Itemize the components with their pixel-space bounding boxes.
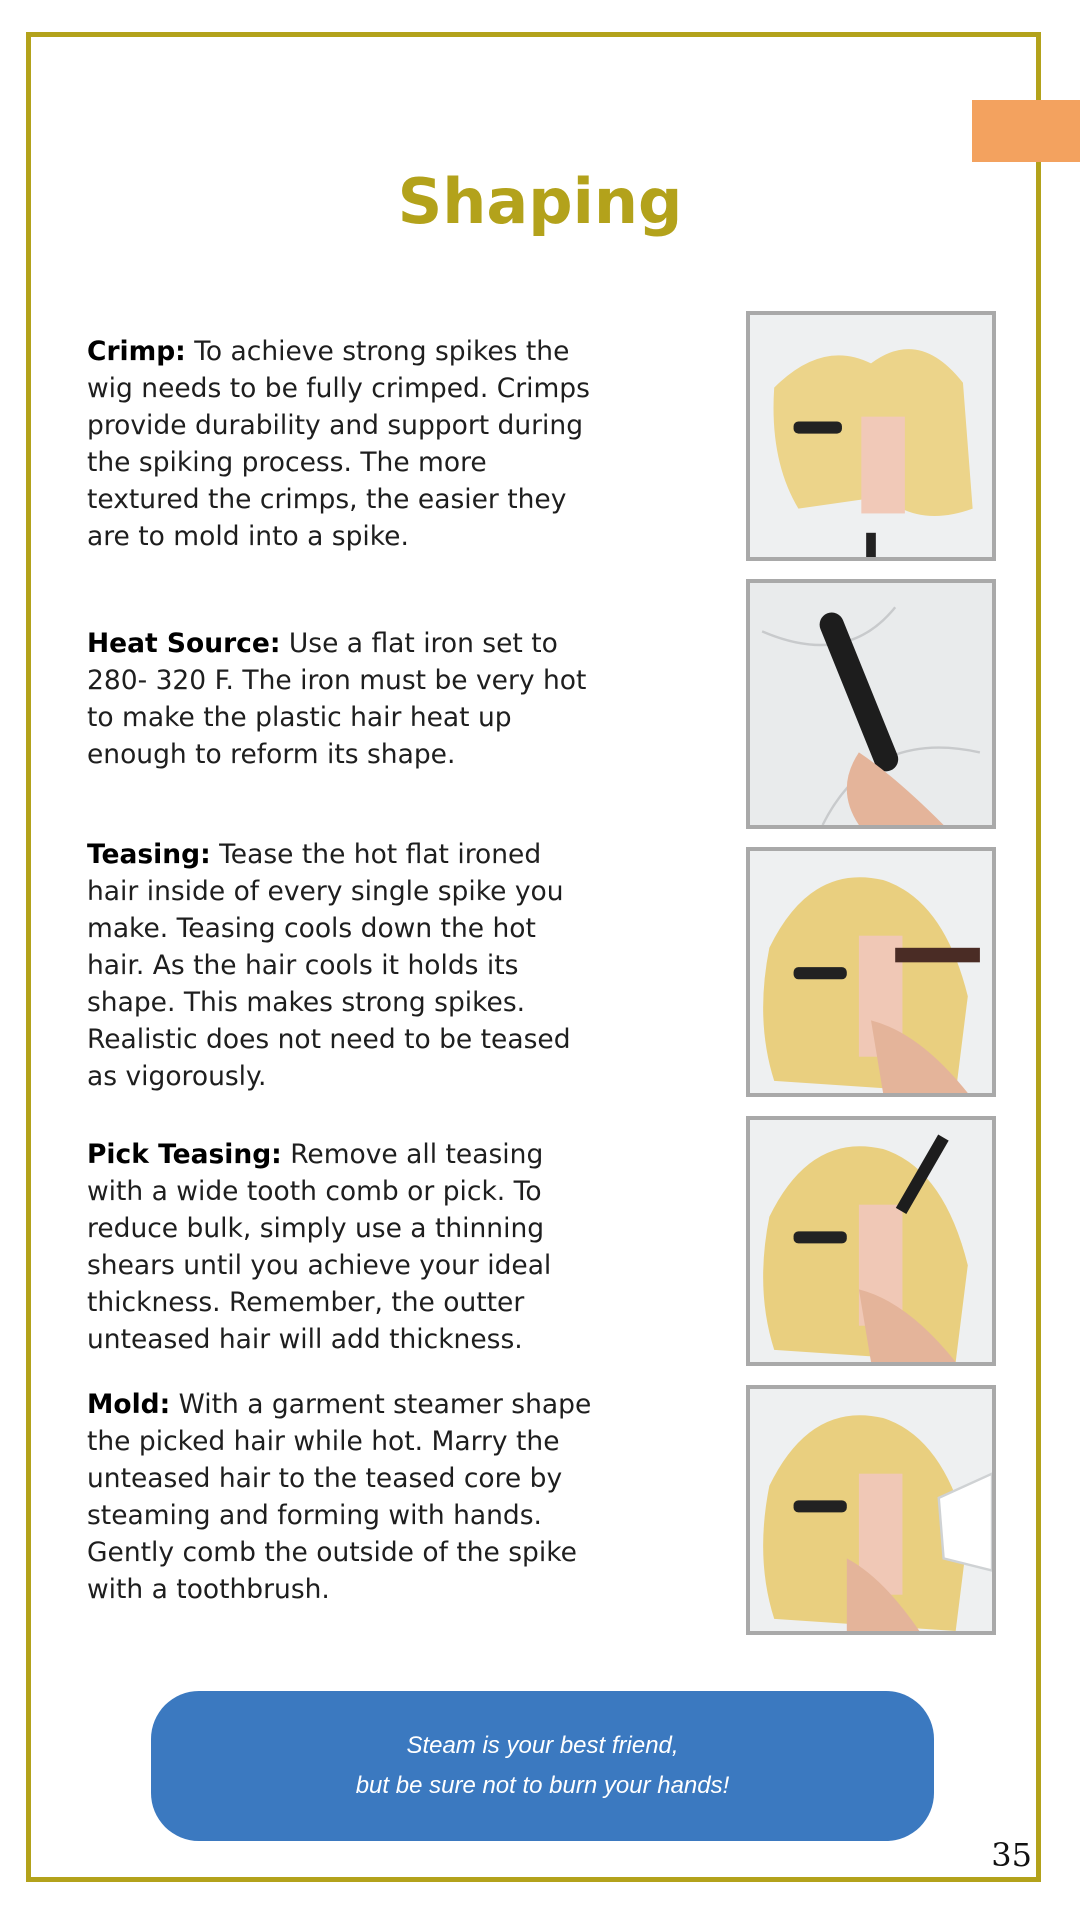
steam-tip-callout: [151, 1691, 934, 1841]
section-term: Mold:: [87, 1389, 171, 1420]
orange-page-tab: [972, 100, 1080, 162]
section-mold: [87, 1386, 597, 1608]
section-term: Heat Source:: [87, 628, 281, 659]
section-term: Pick Teasing:: [87, 1139, 282, 1170]
section-text: Tease the hot flat ironed hair inside of every single spike you make. Teasing cools down the hot hair. As the hair cools it holds its shape. This makes strong spikes. Realistic does not need to be teased as vigorously.: [87, 839, 571, 1092]
section-text: Use a flat iron set to 280- 320 F. The iron must be very hot to make the plastic hair heat up enough to reform its shape.: [87, 628, 587, 770]
section-text: With a garment steamer shape the picked hair while hot. Marry the unteased hair to the teased core by steaming and forming with hands. Gently comb the outside of the spike with a toothbrush.: [87, 1389, 592, 1605]
callout-line-2: but be sure not to burn your hands!: [355, 1772, 730, 1799]
page-number: 35: [991, 1836, 1032, 1874]
callout-line-1: Steam is your best friend,: [406, 1732, 679, 1759]
section-crimp: [87, 333, 597, 555]
section-text: Remove all teasing with a wide tooth comb or pick. To reduce bulk, simply use a thinning shears until you achieve your ideal thickness. Remember, the outter unteased hair will add thickness.: [87, 1139, 552, 1355]
molding-steamer-photo: [746, 1385, 996, 1635]
section-heat-source: [87, 625, 597, 773]
teasing-photo: [746, 847, 996, 1097]
flat-iron-photo: [746, 579, 996, 829]
section-teasing: [87, 836, 597, 1095]
section-term: Crimp:: [87, 336, 186, 367]
pick-teasing-photo: [746, 1116, 996, 1366]
section-text: To achieve strong spikes the wig needs to be fully crimped. Crimps provide durability and support during the spiking process. The more textured the crimps, the easier they are to mold into a spike.: [87, 336, 590, 552]
page-title: Shaping: [397, 165, 683, 238]
crimped-wig-photo: [746, 311, 996, 561]
section-pick-teasing: [87, 1136, 597, 1358]
section-term: Teasing:: [87, 839, 211, 870]
